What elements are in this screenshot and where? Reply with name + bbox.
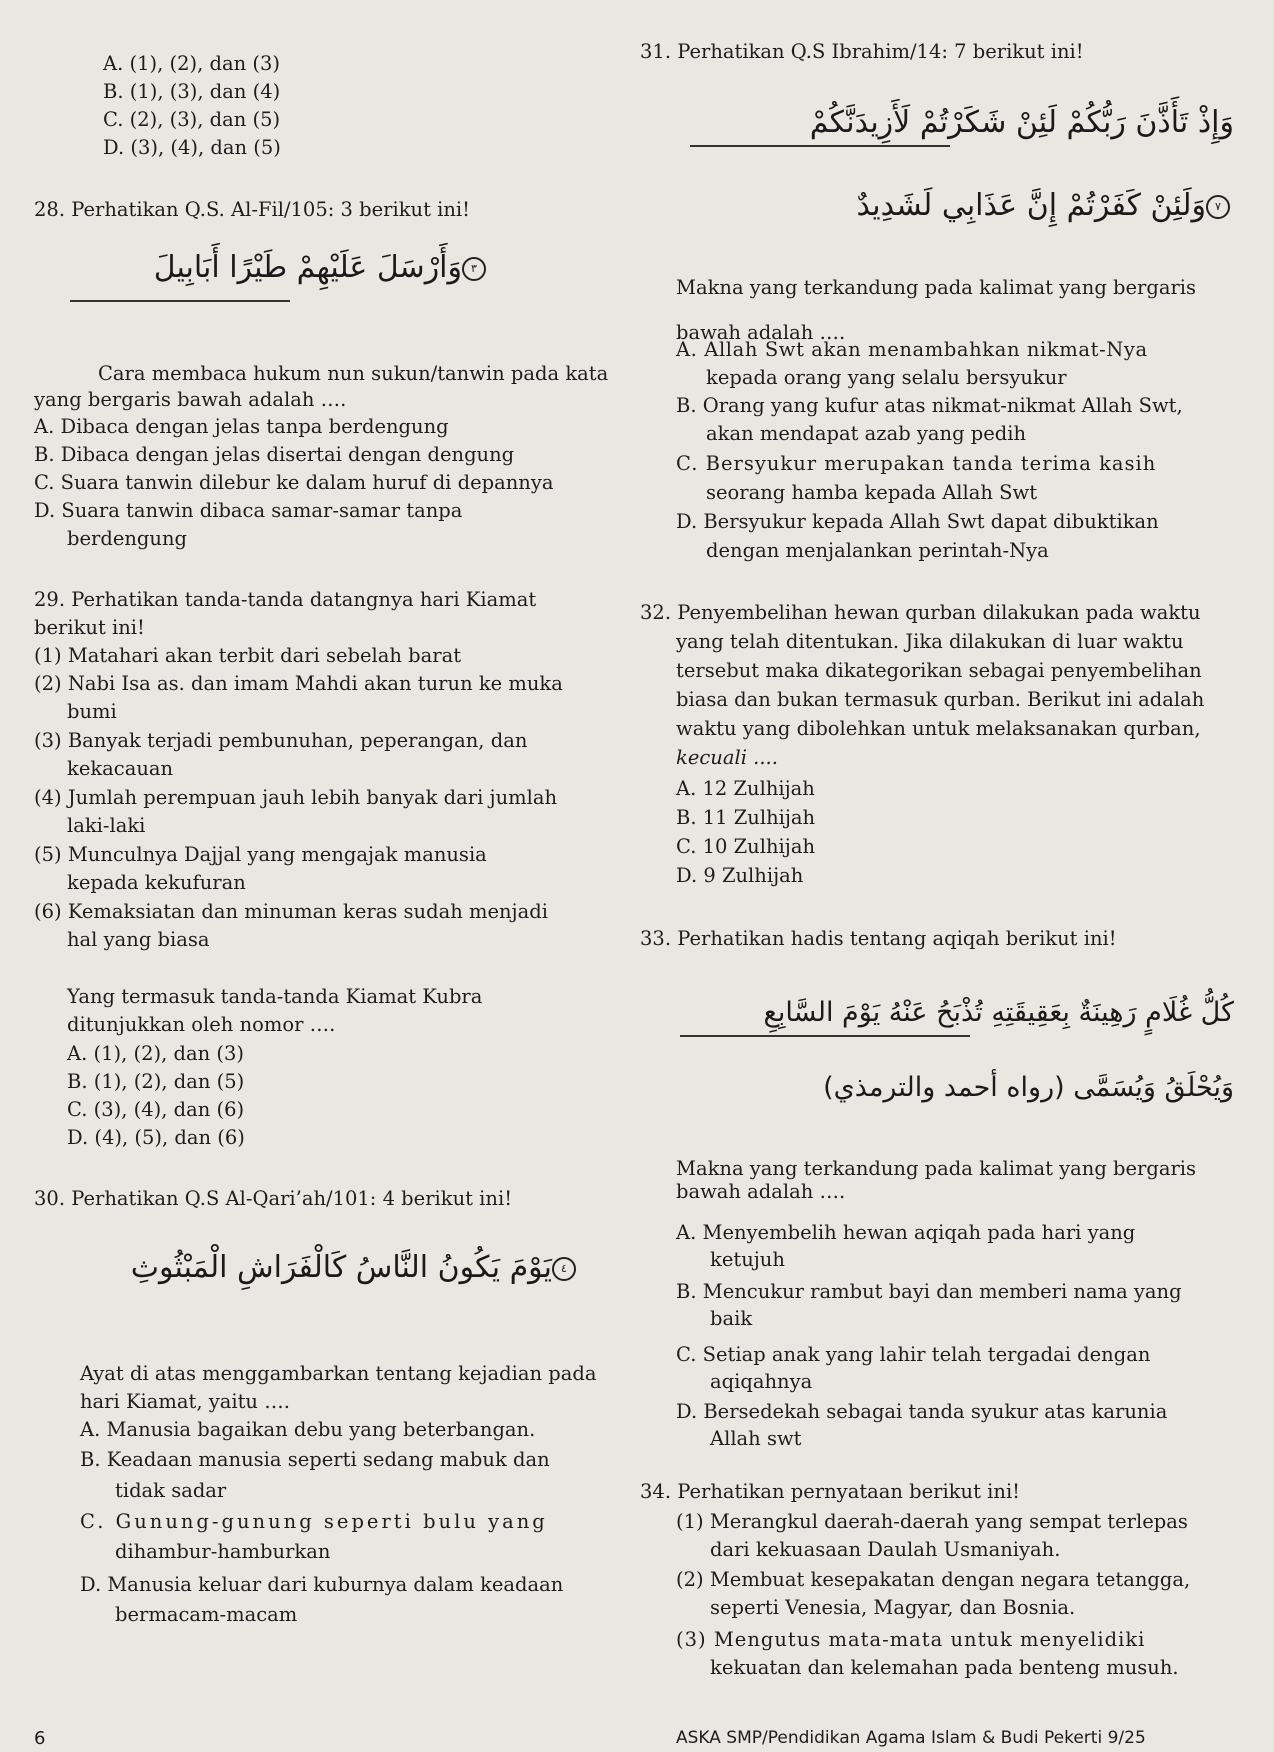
q33-option-b[interactable]: B. Mencukur rambut bayi dan memberi nama yang: [676, 1280, 1182, 1303]
q28-option-b[interactable]: B. Dibaca dengan jelas disertai dengan dengung: [34, 443, 515, 466]
q30-arabic-text: يَوْمَ يَكُونُ النَّاسُ كَالْفَرَاشِ الْمَبْثُوثِ: [130, 1250, 552, 1285]
q29-item-6: (6) Kemaksiatan dan minuman keras sudah menjadi: [34, 900, 548, 923]
q30-arabic-verse: [131, 1250, 580, 1286]
q32-line2: yang telah ditentukan. Jika dilakukan di luar waktu: [676, 630, 1184, 653]
ayah-end-icon: ٣: [462, 257, 486, 281]
q29-option-d[interactable]: D. (4), (5), dan (6): [67, 1126, 245, 1149]
q33-option-d[interactable]: D. Bersedekah sebagai tanda syukur atas karunia: [676, 1400, 1168, 1423]
q27-option-d[interactable]: D. (3), (4), dan (5): [103, 136, 281, 159]
q30-option-b[interactable]: B. Keadaan manusia seperti sedang mabuk dan: [80, 1448, 550, 1471]
q32-line1: 32. Penyembelihan hewan qurban dilakukan pada waktu: [640, 601, 1201, 624]
q28-option-d[interactable]: D. Suara tanwin dibaca samar-samar tanpa: [34, 499, 463, 522]
q29-item-6-cont: hal yang biasa: [67, 928, 210, 951]
q33-arabic-line1: كُلُّ غُلَامٍ رَهِينَةٌ بِعَقِيقَتِهِ تُذْبَحُ عَنْهُ يَوْمَ السَّابِعِ: [763, 997, 1234, 1028]
q31-option-c-cont: seorang hamba kepada Allah Swt: [706, 481, 1038, 504]
q33-option-d-cont: Allah swt: [710, 1427, 802, 1450]
q31-option-d-cont: dengan menjalankan perintah-Nya: [706, 539, 1049, 562]
q31-question-line1: Makna yang terkandung pada kalimat yang bergaris: [676, 276, 1197, 299]
q28-option-d-cont: berdengung: [67, 527, 188, 550]
q31-question-line2: bawah adalah ….: [676, 321, 846, 344]
q30-question-line1: Ayat di atas menggambarkan tentang kejadian pada: [80, 1362, 597, 1385]
q29-item-4: (4) Jumlah perempuan jauh lebih banyak dari jumlah: [34, 786, 558, 809]
q30-option-d[interactable]: D. Manusia keluar dari kuburnya dalam keadaan: [80, 1573, 564, 1596]
q27-option-b[interactable]: B. (1), (3), dan (4): [103, 80, 281, 103]
q34-item-3-cont: kekuatan dan kelemahan pada benteng musuh.: [710, 1656, 1179, 1679]
q33-option-c[interactable]: C. Setiap anak yang lahir telah tergadai dengan: [676, 1343, 1151, 1366]
q29-option-c[interactable]: C. (3), (4), dan (6): [67, 1098, 245, 1121]
q29-intro-line2: berikut ini!: [34, 616, 145, 639]
q29-option-b[interactable]: B. (1), (2), dan (5): [67, 1070, 245, 1093]
q28-underline: [70, 300, 290, 302]
q34-intro: 34. Perhatikan pernyataan berikut ini!: [640, 1480, 1021, 1503]
q31-intro: 31. Perhatikan Q.S Ibrahim/14: 7 berikut ini!: [640, 40, 1084, 63]
q31-underline: [690, 145, 950, 147]
q29-question-line2: ditunjukkan oleh nomor ….: [67, 1013, 336, 1036]
q33-question-line2: bawah adalah ….: [676, 1180, 846, 1203]
q32-line4: biasa dan bukan termasuk qurban. Berikut ini adalah: [676, 688, 1205, 711]
q30-option-c[interactable]: C. Gunung-gunung seperti bulu yang: [80, 1510, 548, 1533]
q32-line3: tersebut maka dikategorikan sebagai penyembelihan: [676, 659, 1202, 682]
q29-item-1: (1) Matahari akan terbit dari sebelah barat: [34, 644, 462, 667]
q34-item-2: (2) Membuat kesepakatan dengan negara tetangga,: [676, 1568, 1191, 1591]
q32-option-c[interactable]: C. 10 Zulhijah: [676, 835, 816, 858]
q32-option-d[interactable]: D. 9 Zulhijah: [676, 864, 804, 887]
q33-option-c-cont: aqiqahnya: [710, 1370, 813, 1393]
q31-arabic-line1: وَإِذْ تَأَذَّنَ رَبُّكُمْ لَئِنْ شَكَرْتُمْ لَأَزِيدَنَّكُمْ: [809, 105, 1234, 140]
q28-option-a[interactable]: A. Dibaca dengan jelas tanpa berdengung: [34, 415, 449, 438]
q32-line5: waktu yang dibolehkan untuk melaksanakan qurban,: [676, 717, 1201, 740]
q30-option-a[interactable]: A. Manusia bagaikan debu yang beterbangan.: [80, 1418, 536, 1441]
q34-item-2-cont: seperti Venesia, Magyar, dan Bosnia.: [710, 1596, 1076, 1619]
q29-item-5-cont: kepada kekufuran: [67, 871, 246, 894]
q29-item-2: (2) Nabi Isa as. dan imam Mahdi akan turun ke muka: [34, 672, 563, 695]
q33-intro: 33. Perhatikan hadis tentang aqiqah berikut ini!: [640, 927, 1117, 950]
q28-arabic-text: وَأَرْسَلَ عَلَيْهِمْ طَيْرًا أَبَابِيلَ: [153, 250, 462, 285]
q33-option-a[interactable]: A. Menyembelih hewan aqiqah pada hari yang: [676, 1221, 1136, 1244]
q30-intro: 30. Perhatikan Q.S Al-Qari’ah/101: 4 berikut ini!: [34, 1187, 513, 1210]
q33-option-a-cont: ketujuh: [710, 1248, 785, 1271]
q28-question-line2: yang bergaris bawah adalah ….: [34, 388, 347, 411]
q30-option-d-cont: bermacam-macam: [115, 1603, 298, 1626]
q28-arabic-verse: [154, 250, 490, 286]
q30-question-line2: hari Kiamat, yaitu ….: [80, 1390, 290, 1413]
q30-option-b-cont: tidak sadar: [115, 1479, 227, 1502]
q28-question-line1: Cara membaca hukum nun sukun/tanwin pada kata: [98, 362, 609, 385]
q34-item-3: (3) Mengutus mata-mata untuk menyelidiki: [676, 1628, 1146, 1651]
q31-option-a-cont: kepada orang yang selalu bersyukur: [706, 366, 1067, 389]
q33-arabic-line2: وَيُحْلَقُ وَيُسَمَّى (رواه أحمد والترمذي): [823, 1072, 1234, 1103]
q28-intro: 28. Perhatikan Q.S. Al-Fil/105: 3 berikut ini!: [34, 198, 470, 221]
q33-underline: [680, 1035, 970, 1037]
q29-intro-line1: 29. Perhatikan tanda-tanda datangnya hari Kiamat: [34, 588, 537, 611]
q32-option-b[interactable]: B. 11 Zulhijah: [676, 806, 816, 829]
q29-item-3: (3) Banyak terjadi pembunuhan, peperangan, dan: [34, 729, 528, 752]
ayah-end-icon: ٤: [552, 1257, 576, 1281]
book-footer: ASKA SMP/Pendidikan Agama Islam & Budi Pekerti 9/25: [676, 1728, 1146, 1748]
q29-item-2-cont: bumi: [67, 700, 117, 723]
q29-item-5: (5) Munculnya Dajjal yang mengajak manusia: [34, 843, 487, 866]
q31-option-b[interactable]: B. Orang yang kufur atas nikmat-nikmat Allah Swt,: [676, 394, 1183, 417]
q31-arabic-line2-text: وَلَئِنْ كَفَرْتُمْ إِنَّ عَذَابِي لَشَدِيدٌ: [856, 188, 1206, 223]
q29-item-3-cont: kekacauan: [67, 757, 174, 780]
q28-option-c[interactable]: C. Suara tanwin dilebur ke dalam huruf di depannya: [34, 471, 554, 494]
q29-item-4-cont: laki-laki: [67, 814, 146, 837]
q34-item-1-cont: dari kekuasaan Daulah Usmaniyah.: [710, 1538, 1061, 1561]
page-number: 6: [34, 1728, 46, 1749]
q30-option-c-cont: dihambur-hamburkan: [115, 1540, 331, 1563]
q27-option-c[interactable]: C. (2), (3), dan (5): [103, 108, 281, 131]
q31-option-a[interactable]: A. Allah Swt akan menambahkan nikmat-Nya: [676, 338, 1148, 361]
q31-option-c[interactable]: C. Bersyukur merupakan tanda terima kasih: [676, 452, 1157, 475]
q33-option-b-cont: baik: [710, 1307, 753, 1330]
q33-question-line1: Makna yang terkandung pada kalimat yang bergaris: [676, 1157, 1197, 1180]
q29-question-line1: Yang termasuk tanda-tanda Kiamat Kubra: [67, 985, 483, 1008]
q32-option-a[interactable]: A. 12 Zulhijah: [676, 777, 815, 800]
q31-option-d[interactable]: D. Bersyukur kepada Allah Swt dapat dibuktikan: [676, 510, 1159, 533]
q34-item-1: (1) Merangkul daerah-daerah yang sempat terlepas: [676, 1510, 1188, 1533]
q31-option-b-cont: akan mendapat azab yang pedih: [706, 422, 1027, 445]
ayah-end-icon: ٧: [1206, 195, 1230, 219]
q27-option-a[interactable]: A. (1), (2), dan (3): [103, 52, 281, 75]
q29-option-a[interactable]: A. (1), (2), dan (3): [67, 1042, 245, 1065]
q31-arabic-line2: [857, 188, 1234, 224]
q32-kecuali: kecuali ....: [676, 746, 778, 769]
